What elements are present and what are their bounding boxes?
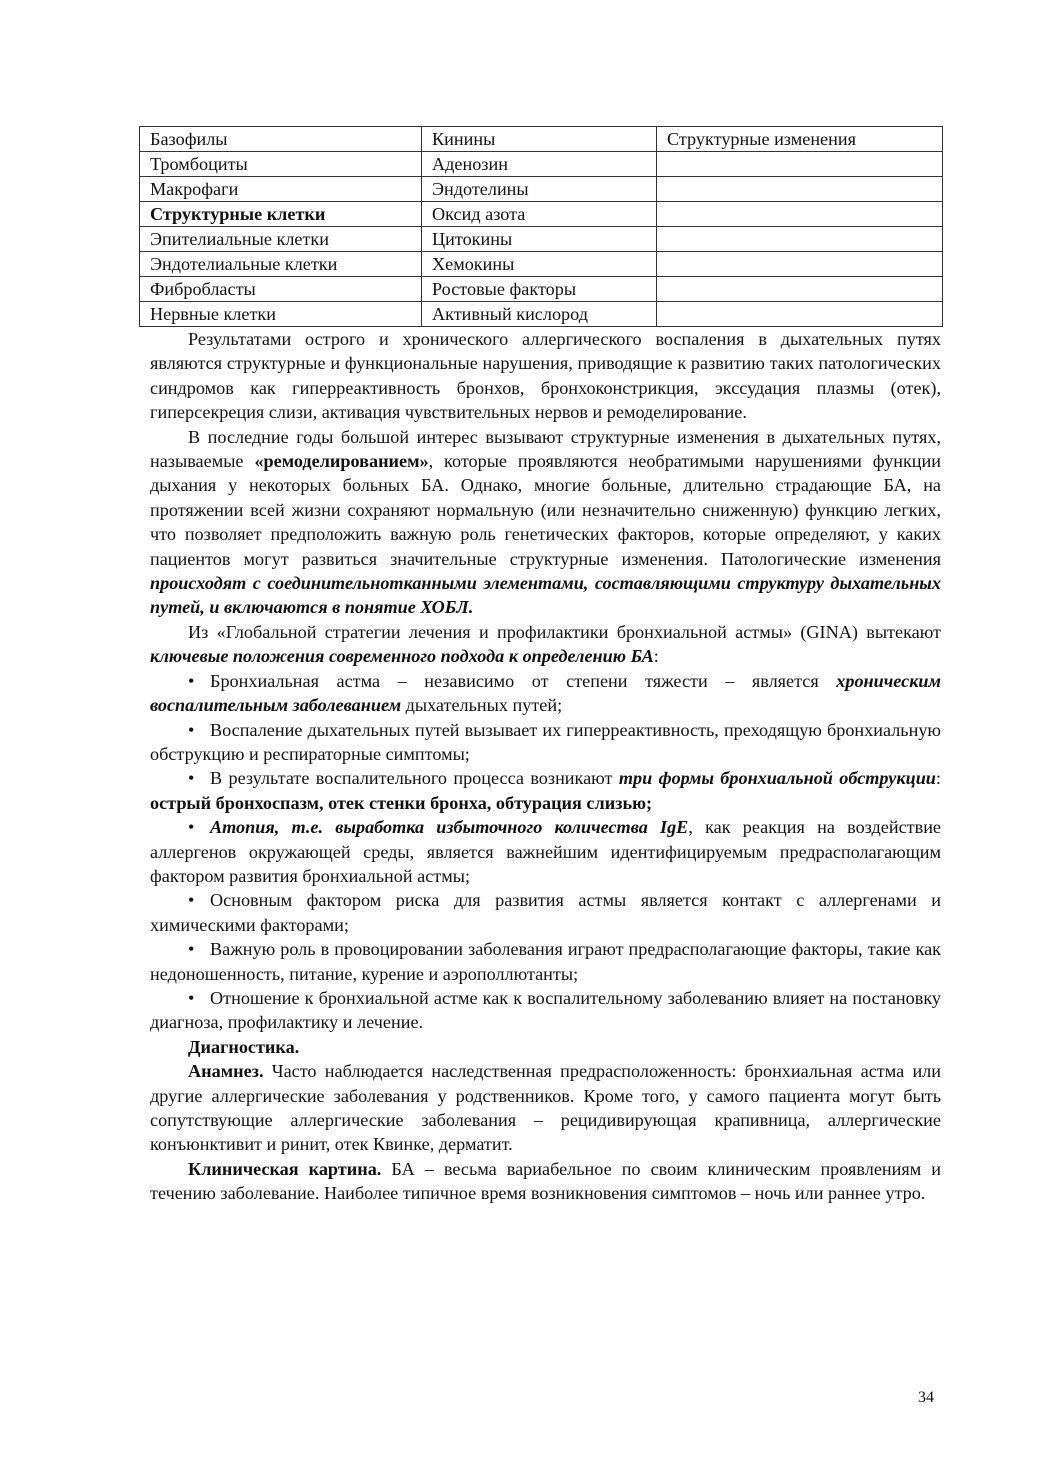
emphasis: Атопия, т.е. выработка избыточного количества IgE (210, 817, 689, 838)
table-cell: Кинины (422, 127, 657, 152)
text-span: Основным фактором риска для развития астмы является контакт с аллергенами и химическими факторами; (150, 890, 941, 935)
label-anamnesis: Анамнез. (188, 1061, 264, 1082)
bullet-icon: • (188, 768, 195, 789)
table-cell (657, 277, 943, 302)
emphasis-copd: происходят с соединительнотканными элементами, составляющими структуру дыхательных путей, и включаются в понятие ХОБЛ. (150, 573, 941, 618)
cells-mediators-table (139, 126, 943, 327)
text-span: Воспаление дыхательных путей вызывает их гиперреактивность, преходящую бронхиальную обструкцию и респираторные симптомы; (150, 719, 941, 764)
bullet-icon: • (188, 817, 195, 838)
table-cell (657, 252, 943, 277)
text-span: БА – весьма вариабельное по своим клиническим проявлениям и течению заболевание. Наиболее типичное время возникновения симптомов – ночь или раннее утро. (150, 1158, 941, 1204)
table-cell: Базофилы (140, 127, 422, 152)
table-cell: Оксид азота (422, 202, 657, 227)
table-cell: Эндотелиальные клетки (140, 252, 422, 277)
table-row (140, 152, 943, 177)
table-cell: Цитокины (422, 227, 657, 252)
list-item (150, 815, 941, 888)
bold-text: острый бронхоспазм, отек стенки бронха, обтурация слизью; (150, 792, 653, 813)
page-number: 34 (918, 1389, 934, 1406)
section-heading-diagnostics (150, 1035, 941, 1059)
table-cell: Макрофаги (140, 177, 422, 202)
table-cell: Нервные клетки (140, 302, 422, 327)
table-cell (657, 177, 943, 202)
table-cell (657, 202, 943, 227)
heading-text: Диагностика. (188, 1036, 300, 1057)
text-span: : (653, 646, 659, 667)
table-cell-bold: Структурные клетки (140, 202, 422, 227)
text-span: В последние годы большой интерес вызывают структурные изменения в дыхательных путях, называемые (150, 426, 941, 472)
document-page (150, 126, 941, 1206)
text-span: Бронхиальная астма – независимо от степени тяжести – является (210, 670, 837, 691)
list-item (150, 888, 941, 937)
list-item (150, 718, 941, 767)
paragraph-remodeling (150, 425, 941, 620)
table-cell: Тромбоциты (140, 152, 422, 177)
list-item (150, 986, 941, 1035)
bullet-icon: • (188, 670, 195, 691)
bullet-icon: • (188, 890, 195, 911)
table-row (140, 252, 943, 277)
list-item (150, 937, 941, 986)
table-row (140, 302, 943, 327)
text-span: , как реакция на воздействие аллергенов окружающей среды, является важнейшим идентифицируемым предрасполагающим фактором развития бронхиальной астмы; (150, 817, 941, 886)
paragraph-gina (150, 620, 941, 669)
table-cell: Фибробласты (140, 277, 422, 302)
paragraph-anamnesis (150, 1059, 941, 1157)
text-span: Часто наблюдается наследственная предрасположенность: бронхиальная астма или другие аллергические заболевания у родственников. Кроме того, у самого пациента могут быть сопутствующие аллергические заболевания – рецидивирующая крапивница, аллергические конъюнктивит и ринит, отек Квинке, дерматит. (150, 1061, 941, 1155)
text-span: В результате воспалительного процесса возникают (210, 768, 619, 789)
table-cell (657, 227, 943, 252)
table-cell: Ростовые факторы (422, 277, 657, 302)
paragraph-clinical-picture (150, 1157, 941, 1206)
bold-term-remodeling: «ремоделированием» (254, 451, 429, 472)
emphasis-key-points: ключевые положения современного подхода к определению БА (150, 646, 654, 667)
text-span: Важную роль в провоцировании заболевания играют предрасполагающие факторы, такие как недоношенность, питание, курение и аэрополлютанты; (150, 939, 941, 984)
table-cell: Аденозин (422, 152, 657, 177)
bullet-icon: • (188, 719, 195, 740)
emphasis: хроническим воспалительным заболеванием (150, 670, 941, 716)
text-span: : (935, 768, 941, 789)
table-cell: Активный кислород (422, 302, 657, 327)
list-item (150, 669, 941, 718)
table-cell: Хемокины (422, 252, 657, 277)
list-item (150, 766, 941, 815)
table-row (140, 277, 943, 302)
table-row (140, 177, 943, 202)
table-cell (657, 302, 943, 327)
text-span: Отношение к бронхиальной астме как к воспалительному заболеванию влияет на постановку диагноза, профилактику и лечение. (150, 987, 941, 1033)
text-span: дыхательных путей; (401, 695, 563, 716)
table-row (140, 127, 943, 152)
bullet-icon: • (188, 939, 195, 960)
text-span: , которые проявляются необратимыми нарушениями функции дыхания у некоторых больных БА. Однако, многие больные, длительно страдающие БА, на протяжении всей жизни сохраняют нормальную (или незначительно сниженную) функцию легких, что позволяет предположить важную роль генетических факторов, которые определяют, у каких пациентов могут развиться значительные структурные изменения. Патологические изменения (150, 451, 941, 569)
text-span: Из «Глобальной стратегии лечения и профилактики бронхиальной астмы» (GINA) вытекают (188, 621, 941, 642)
table-cell: Структурные изменения (657, 127, 943, 152)
table-cell: Эндотелины (422, 177, 657, 202)
bullet-icon: • (188, 987, 195, 1008)
label-clinical-picture: Клиническая картина. (188, 1158, 382, 1179)
table-cell (657, 152, 943, 177)
paragraph-inflammation-results: Результатами острого и хронического аллергического воспаления в дыхательных путях являются структурные и функциональные нарушения, приводящие к развитию таких патологических синдромов как гиперреактивность бронхов, бронхоконстрикция, экссудация плазмы (отек), гиперсекреция слизи, активация чувствительных нервов и ремоделирование. (150, 329, 941, 423)
table-row (140, 227, 943, 252)
table-row (140, 202, 943, 227)
table-cell: Эпителиальные клетки (140, 227, 422, 252)
emphasis: три формы бронхиальной обструкции (618, 768, 936, 789)
